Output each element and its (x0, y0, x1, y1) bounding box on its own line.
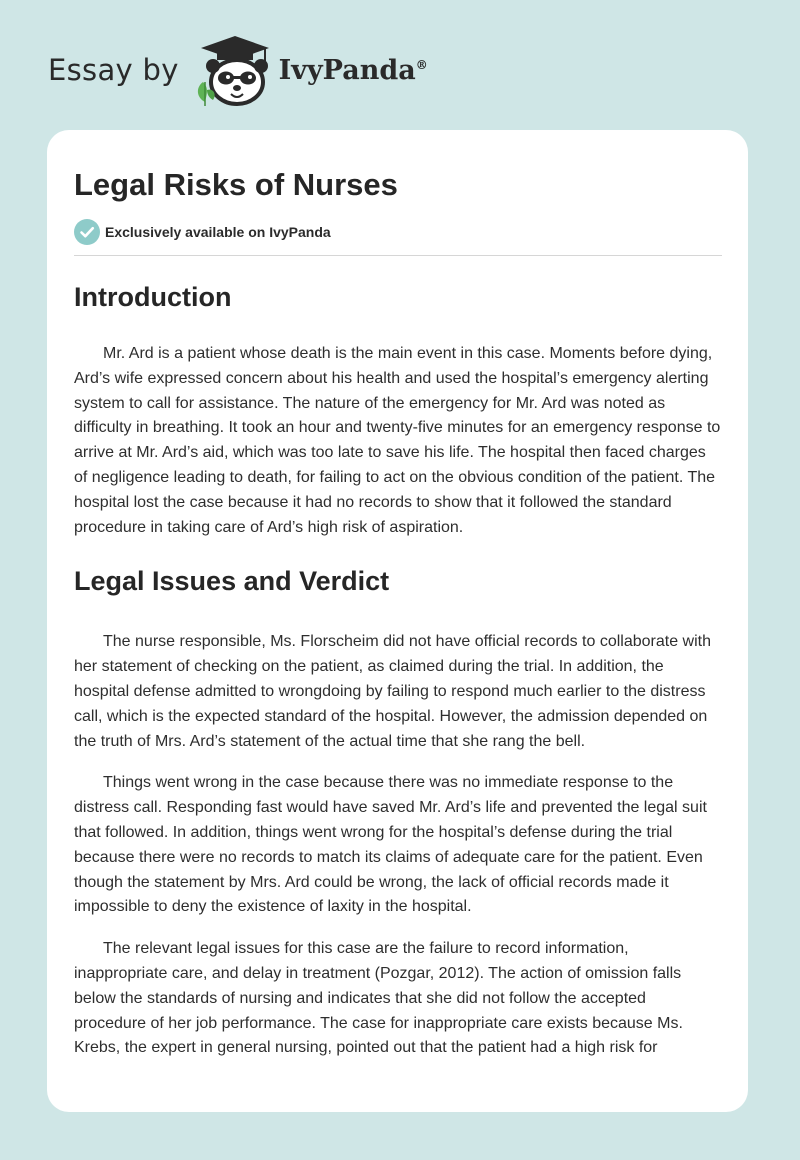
brand-header (48, 30, 428, 110)
check-circle-icon (74, 219, 100, 245)
title-divider (74, 255, 722, 256)
badge-text: Exclusively available on IvyPanda (105, 224, 331, 240)
exclusive-badge (74, 219, 722, 245)
paragraph: Things went wrong in the case because there was no immediate response to the distress call. Responding fast would have saved Mr. Ard’s life and prevented the legal suit that followed. In addition, things went wrong for the hospital’s defense during the trial because there were no records to match its claims of adequate care for the patient. Even though the statement by Mrs. Ard could be wrong, the lack of official records made it impossible to deny the existence of laxity in the hospital. (74, 774, 707, 916)
paragraph: The nurse responsible, Ms. Florscheim did not have official records to collaborate with her statement of checking on the patient, as claimed during the trial. In addition, the hospital defense admitted to wrongdoing by failing to respond much earlier to the distress call, which is the expected standard of the hospital. However, the admission depended on the truth of Mrs. Ard’s statement of the actual time that she rang the bell. (74, 633, 711, 750)
brand-name: IvyPanda® (278, 54, 428, 86)
paragraph: The relevant legal issues for this case are the failure to record information, inappropriate care, and delay in treatment (Pozgar, 2012). The action of omission falls below the standards of nursing and indicates that she did not follow the accepted procedure of her job performance. The case for inappropriate care exists because Ms. Krebs, the expert in general nursing, pointed out that the patient had a high risk for (74, 940, 683, 1057)
ivypanda-logo-icon[interactable] (193, 30, 277, 110)
section-heading-legal-issues: Legal Issues and Verdict (74, 566, 390, 597)
paragraph: Mr. Ard is a patient whose death is the main event in this case. Moments before dying, Ard’s wife expressed concern about his health and used the hospital’s emergency alerting system to call for assistance. The nature of the emergency for Mr. Ard was noted as difficulty in breathing. It took an hour and twenty-five minutes for an emergency response to arrive at Mr. Ard’s aid, which was too late to save his life. The hospital then faced charges of negligence leading to death, for failing to act on the obvious condition of the patient. The hospital lost the case because it had no records to show that it followed the standard procedure in taking care of Ard’s high risk of aspiration. (74, 345, 721, 536)
section-heading-introduction: Introduction (74, 282, 232, 312)
brand-prefix: Essay by (48, 53, 179, 87)
article-card (47, 130, 748, 1112)
article-title: Legal Risks of Nurses (74, 167, 398, 202)
